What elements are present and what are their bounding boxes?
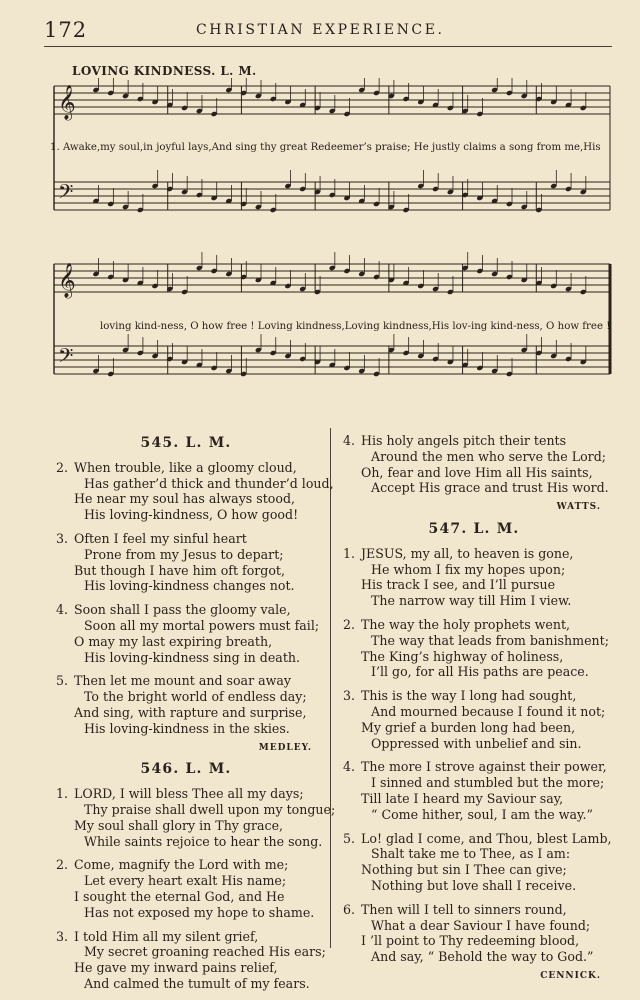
verse-line: His loving-kindness changes not.: [84, 578, 295, 594]
verse-line: He near my soul has always stood,: [74, 491, 296, 507]
verse-line: But though I have him oft forgot,: [74, 562, 286, 578]
verse-line: Till late I heard my Saviour say,: [361, 790, 564, 806]
verse-line: His holy angels pitch their tents: [361, 433, 567, 448]
stanza-number: 1.: [343, 545, 356, 561]
verse-line: I sought the eternal God, and He: [74, 888, 285, 904]
lyric-line-1: 1. Awake,my soul,in joyful lays,And sing thy great Redeemer’s praise; He justly claims a song from me,His: [50, 142, 601, 153]
stanza: [343, 433, 609, 496]
stanza-number: 2.: [56, 857, 69, 873]
verse-line: Soon shall I pass the gloomy vale,: [74, 602, 291, 618]
left-column: [56, 434, 336, 1000]
stanza-number: 6.: [343, 901, 356, 917]
column-divider: [330, 428, 331, 948]
stanza: [343, 759, 605, 822]
verse-line: I told Him all my silent grief,: [74, 928, 259, 944]
page-number: 172: [44, 18, 88, 42]
verse-line: O may my last expiring breath,: [74, 633, 273, 649]
stanza-number: 5.: [56, 673, 69, 689]
stanza: [56, 786, 336, 849]
verse-line: Oh, fear and love Him all His saints,: [361, 464, 593, 480]
verse-line: Nothing but sin I Thee can give;: [361, 862, 567, 878]
verse-line: His track I see, and I’ll pursue: [361, 577, 556, 593]
stanza-number: 2.: [343, 616, 356, 632]
verse-line: And calmed the tumult of my fears.: [84, 975, 310, 991]
verse-line: The way the holy prophets went,: [361, 616, 571, 632]
verse-line: Prone from my Jesus to depart;: [84, 546, 284, 562]
treble-clef-icon: 𝄞: [58, 263, 76, 298]
verse-line: While saints rejoice to hear the song.: [84, 833, 323, 849]
stanza: [56, 602, 320, 665]
verse-line: Around the men who serve the Lord;: [371, 448, 607, 464]
stanza: [343, 616, 609, 680]
verse-line: Has gather’d thick and thunder’d loud,: [84, 475, 334, 491]
verse-line: And sing, with rapture and surprise,: [74, 704, 307, 720]
verse-line: He gave my inward pains relief,: [74, 960, 278, 976]
bass-clef-icon: 𝄢: [58, 180, 74, 208]
stanza: [343, 688, 605, 751]
stanza-number: 3.: [343, 688, 356, 704]
verse-line: My grief a burden long had been,: [361, 719, 576, 735]
stanza-number: 2.: [56, 459, 69, 475]
hymn-547-credit: CENNICK.: [540, 970, 601, 981]
hymn-547-heading: 547. L. M.: [428, 520, 520, 537]
verse-line: Come, magnify the Lord with me;: [74, 857, 289, 873]
stanza-number: 3.: [56, 530, 69, 546]
hymn-545-credit: MEDLEY.: [258, 742, 312, 753]
lyric-line-2: loving kind-ness, O how free ! Loving kindness,Loving kindness,His lov-ing kind-ness, O how free !: [100, 321, 611, 332]
verse-line: The more I strove against their power,: [361, 759, 607, 775]
verse-line: Often I feel my sinful heart: [74, 530, 247, 546]
verse-line: And mourned because I found it not;: [371, 703, 606, 719]
verse-line: I’ll go, for all His paths are peace.: [371, 664, 589, 680]
stanza-number: 4.: [56, 602, 69, 618]
verse-line: “ Come hither, soul, I am the way.”: [371, 806, 593, 822]
verse-line: Accept His grace and trust His word.: [371, 480, 609, 496]
stanza-number: 3.: [56, 928, 69, 944]
verse-line: The King’s highway of holiness,: [361, 648, 564, 664]
verse-line: JESUS, my all, to heaven is gone,: [361, 545, 574, 561]
verse-line: Shalt take me to Thee, as I am:: [371, 846, 571, 862]
hymn-546-continued: [343, 433, 609, 496]
music-score: [48, 78, 614, 418]
verse-line: His loving-kindness sing in death.: [84, 649, 300, 665]
verse-line: What a dear Saviour I have found;: [371, 917, 591, 933]
verse-line: Lo! glad I come, and Thou, blest Lamb,: [361, 830, 612, 846]
verse-line: My secret groaning reached His ears;: [84, 944, 326, 960]
hymn-547-verses: [343, 545, 612, 965]
verse-line: My soul shall glory in Thy grace,: [74, 817, 284, 833]
hymn-545-verses: [56, 459, 334, 737]
hymn-546-heading: 546. L. M.: [140, 761, 232, 778]
verse-line: The narrow way till Him I view.: [371, 593, 572, 609]
tune-title: LOVING KINDNESS. L. M.: [72, 64, 257, 78]
stanza-number: 5.: [343, 830, 356, 846]
verse-line: Let every heart exalt His name;: [84, 873, 287, 889]
verse-line: When trouble, like a gloomy cloud,: [74, 459, 297, 475]
verse-line: Thy praise shall dwell upon my tongue;: [84, 801, 336, 817]
verse-line: Nothing but love shall I receive.: [371, 877, 577, 893]
stanza-number: 1.: [56, 786, 69, 802]
verse-line: I ’ll point to Thy redeeming blood,: [361, 933, 580, 949]
verse-line: To the bright world of endless day;: [84, 689, 307, 705]
verse-line: He whom I fix my hopes upon;: [371, 561, 566, 577]
verse-line: Then will I tell to sinners round,: [361, 901, 567, 917]
stanza: [56, 531, 316, 594]
stanza: [343, 546, 605, 609]
right-column: [343, 433, 612, 991]
verse-line: Has not exposed my hope to shame.: [84, 904, 315, 920]
stanza-number: 4.: [343, 759, 356, 775]
stanza: [343, 902, 605, 965]
stanza: [56, 857, 316, 920]
stanza: [56, 928, 326, 992]
verse-line: His loving-kindness in the skies.: [84, 720, 290, 736]
verse-line: His loving-kindness, O how good!: [84, 507, 299, 523]
verse-line: Then let me mount and soar away: [74, 673, 292, 689]
stanza-number: 4.: [343, 433, 356, 448]
verse-line: The way that leads from banishment;: [371, 632, 609, 648]
verse-line: Soon all my mortal powers must fail;: [84, 617, 320, 633]
verse-line: This is the way I long had sought,: [361, 688, 577, 704]
bass-clef-icon: 𝄢: [58, 344, 74, 372]
hymn-546-verses: [56, 786, 336, 992]
running-head: CHRISTIAN EXPERIENCE.: [196, 22, 445, 38]
verse-line: I sinned and stumbled but the more;: [371, 775, 605, 791]
verse-line: Oppressed with unbelief and sin.: [371, 735, 582, 751]
hymn-545-heading: 545. L. M.: [140, 435, 232, 451]
hymn-546-credit: WATTS.: [556, 502, 601, 513]
header-rule: [44, 46, 612, 47]
verse-line: And say, “ Behold the way to God.”: [371, 949, 594, 965]
verse-line: LORD, I will bless Thee all my days;: [74, 786, 304, 802]
stanza: [343, 830, 612, 894]
stanza: [56, 673, 316, 736]
treble-clef-icon: 𝄞: [58, 85, 76, 120]
stanza: [56, 459, 334, 523]
